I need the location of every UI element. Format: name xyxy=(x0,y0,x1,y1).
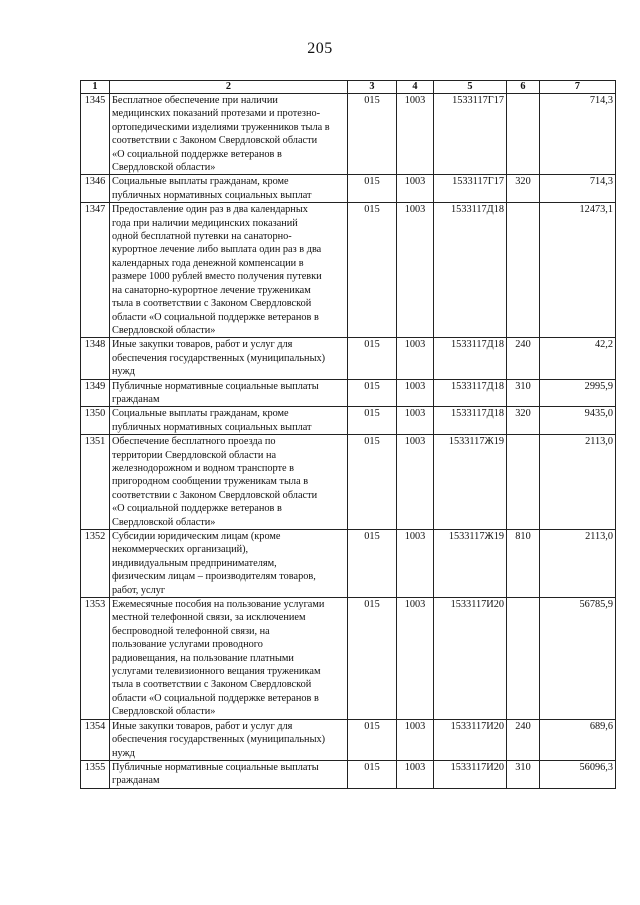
expense-type-code: 240 xyxy=(507,719,540,760)
row-description xyxy=(110,175,348,203)
row-description xyxy=(110,435,348,530)
table-row xyxy=(81,435,616,530)
expense-type-code: 320 xyxy=(507,175,540,203)
description-line: Социальные выплаты гражданам, кроме xyxy=(112,408,289,420)
description-line: на санаторно-курортное лечение труженикам xyxy=(112,284,311,296)
grbs-code: 015 xyxy=(348,530,397,598)
target-article-code: 1533117Ж19 xyxy=(434,530,507,598)
target-article-code: 1533117Г17 xyxy=(434,94,507,175)
description-line: работ, услуг xyxy=(112,584,166,596)
amount: 56785,9 xyxy=(540,598,616,720)
expense-type-code: 310 xyxy=(507,760,540,788)
table-row xyxy=(81,94,616,175)
grbs-code: 015 xyxy=(348,175,397,203)
description-line: одной бесплатной путевки на санаторно- xyxy=(112,231,292,243)
grbs-code: 015 xyxy=(348,598,397,720)
description-line: Социальные выплаты гражданам, кроме xyxy=(112,176,289,188)
row-description xyxy=(110,530,348,598)
description-line: нужд xyxy=(112,366,135,378)
amount: 56096,3 xyxy=(540,760,616,788)
description-line: года при наличии медицинских показаний xyxy=(112,217,298,229)
amount: 12473,1 xyxy=(540,203,616,338)
description-line: Свердловской области» xyxy=(112,162,216,174)
description-line: некоммерческих организаций), xyxy=(112,544,249,556)
table-body xyxy=(81,94,616,789)
header-col-5: 5 xyxy=(434,81,507,94)
description-line: пользование услугами проводного xyxy=(112,639,263,651)
target-article-code: 1533117Д18 xyxy=(434,338,507,379)
description-line: Свердловской области» xyxy=(112,324,216,336)
row-number: 1347 xyxy=(81,203,110,338)
description-line: обеспечения государственных (муниципальных) xyxy=(112,352,326,364)
section-code: 1003 xyxy=(397,598,434,720)
description-line: обеспечения государственных (муниципальных) xyxy=(112,734,326,746)
table-row xyxy=(81,175,616,203)
expense-type-code xyxy=(507,203,540,338)
description-line: медицинских показаний протезами и протезно- xyxy=(112,108,321,120)
header-col-3: 3 xyxy=(348,81,397,94)
description-line: гражданам xyxy=(112,775,160,787)
description-line: Свердловской области» xyxy=(112,516,216,528)
target-article-code: 1533117Г17 xyxy=(434,175,507,203)
page-number: 205 xyxy=(307,40,333,57)
table-row xyxy=(81,598,616,720)
table-row xyxy=(81,760,616,788)
amount: 9435,0 xyxy=(540,407,616,435)
row-description xyxy=(110,760,348,788)
row-description xyxy=(110,338,348,379)
target-article-code: 1533117Д18 xyxy=(434,203,507,338)
description-line: календарных года денежной компенсации в xyxy=(112,257,304,269)
description-line: Ежемесячные пособия на пользование услугами xyxy=(112,599,325,611)
row-number: 1351 xyxy=(81,435,110,530)
target-article-code: 1533117Д18 xyxy=(434,379,507,407)
row-description xyxy=(110,598,348,720)
description-line: Публичные нормативные социальные выплаты xyxy=(112,380,319,392)
description-line: «О социальной поддержке ветеранов в xyxy=(112,503,282,515)
description-line: территории Свердловской области на xyxy=(112,449,277,461)
description-line: Предоставление один раз в два календарных xyxy=(112,204,308,216)
description-line: Свердловской области» xyxy=(112,706,216,718)
row-number: 1349 xyxy=(81,379,110,407)
description-line: нужд xyxy=(112,747,135,759)
description-line: железнодорожном и водном транспорте в xyxy=(112,462,295,474)
grbs-code: 015 xyxy=(348,203,397,338)
description-line: «О социальной поддержке ветеранов в xyxy=(112,148,282,160)
header-col-4: 4 xyxy=(397,81,434,94)
grbs-code: 015 xyxy=(348,760,397,788)
header-col-6: 6 xyxy=(507,81,540,94)
table-row xyxy=(81,719,616,760)
section-code: 1003 xyxy=(397,719,434,760)
description-line: радиовещания, на пользование платными xyxy=(112,652,294,664)
row-description xyxy=(110,203,348,338)
target-article-code: 1533117И20 xyxy=(434,760,507,788)
grbs-code: 015 xyxy=(348,379,397,407)
section-code: 1003 xyxy=(397,760,434,788)
row-number: 1354 xyxy=(81,719,110,760)
description-line: пригородном сообщении труженикам тыла в xyxy=(112,476,309,488)
row-description xyxy=(110,719,348,760)
amount: 2995,9 xyxy=(540,379,616,407)
budget-table xyxy=(80,80,616,789)
header-col-2: 2 xyxy=(110,81,348,94)
expense-type-code xyxy=(507,598,540,720)
header-col-1: 1 xyxy=(81,81,110,94)
description-line: соответствии с Законом Свердловской области xyxy=(112,489,318,501)
table-row xyxy=(81,407,616,435)
description-line: Обеспечение бесплатного проезда по xyxy=(112,436,276,448)
grbs-code: 015 xyxy=(348,719,397,760)
expense-type-code xyxy=(507,435,540,530)
row-description xyxy=(110,379,348,407)
expense-type-code xyxy=(507,94,540,175)
amount: 714,3 xyxy=(540,175,616,203)
description-line: беспроводной телефонной связи, на xyxy=(112,625,270,637)
grbs-code: 015 xyxy=(348,435,397,530)
description-line: Иные закупки товаров, работ и услуг для xyxy=(112,339,293,351)
amount: 689,6 xyxy=(540,719,616,760)
table-row xyxy=(81,379,616,407)
table-row xyxy=(81,338,616,379)
target-article-code: 1533117Ж19 xyxy=(434,435,507,530)
section-code: 1003 xyxy=(397,175,434,203)
amount: 2113,0 xyxy=(540,530,616,598)
target-article-code: 1533117И20 xyxy=(434,719,507,760)
row-number: 1350 xyxy=(81,407,110,435)
row-number: 1353 xyxy=(81,598,110,720)
description-line: курортное лечение либо выплата один раз в два xyxy=(112,244,322,256)
header-col-7: 7 xyxy=(540,81,616,94)
grbs-code: 015 xyxy=(348,338,397,379)
expense-type-code: 810 xyxy=(507,530,540,598)
section-code: 1003 xyxy=(397,407,434,435)
description-line: Субсидии юридическим лицам (кроме xyxy=(112,531,281,542)
expense-type-code: 310 xyxy=(507,379,540,407)
description-line: услугами телевизионного вещания труженикам xyxy=(112,666,321,678)
section-code: 1003 xyxy=(397,338,434,379)
description-line: Бесплатное обеспечение при наличии xyxy=(112,95,278,106)
description-line: размере 1000 рублей вместо получения путевки xyxy=(112,271,322,283)
description-line: физическим лицам – производителям товаров, xyxy=(112,571,316,583)
header-row xyxy=(81,81,616,94)
description-line: соответствии с Законом Свердловской области xyxy=(112,135,318,147)
description-line: публичных нормативных социальных выплат xyxy=(112,189,312,201)
row-number: 1352 xyxy=(81,530,110,598)
description-line: области «О социальной поддержке ветеранов в xyxy=(112,692,319,704)
target-article-code: 1533117И20 xyxy=(434,598,507,720)
description-line: тыла в соответствии с Законом Свердловской xyxy=(112,679,312,691)
table-row xyxy=(81,203,616,338)
row-number: 1355 xyxy=(81,760,110,788)
section-code: 1003 xyxy=(397,203,434,338)
description-line: области «О социальной поддержке ветеранов в xyxy=(112,311,319,323)
row-number: 1345 xyxy=(81,94,110,175)
expense-type-code: 240 xyxy=(507,338,540,379)
row-number: 1348 xyxy=(81,338,110,379)
description-line: местной телефонной связи, за исключением xyxy=(112,612,306,624)
description-line: Публичные нормативные социальные выплаты xyxy=(112,761,319,773)
amount: 2113,0 xyxy=(540,435,616,530)
section-code: 1003 xyxy=(397,435,434,530)
description-line: публичных нормативных социальных выплат xyxy=(112,421,312,433)
description-line: индивидуальным предпринимателям, xyxy=(112,557,277,569)
description-line: тыла в соответствии с Законом Свердловской xyxy=(112,298,312,310)
grbs-code: 015 xyxy=(348,94,397,175)
section-code: 1003 xyxy=(397,530,434,598)
description-line: ортопедическими изделиями труженников тыла в xyxy=(112,121,330,133)
row-description xyxy=(110,407,348,435)
amount: 714,3 xyxy=(540,94,616,175)
description-line: Иные закупки товаров, работ и услуг для xyxy=(112,720,293,732)
section-code: 1003 xyxy=(397,94,434,175)
row-description xyxy=(110,94,348,175)
target-article-code: 1533117Д18 xyxy=(434,407,507,435)
amount: 42,2 xyxy=(540,338,616,379)
expense-type-code: 320 xyxy=(507,407,540,435)
table-row xyxy=(81,530,616,598)
grbs-code: 015 xyxy=(348,407,397,435)
section-code: 1003 xyxy=(397,379,434,407)
description-line: гражданам xyxy=(112,393,160,405)
row-number: 1346 xyxy=(81,175,110,203)
